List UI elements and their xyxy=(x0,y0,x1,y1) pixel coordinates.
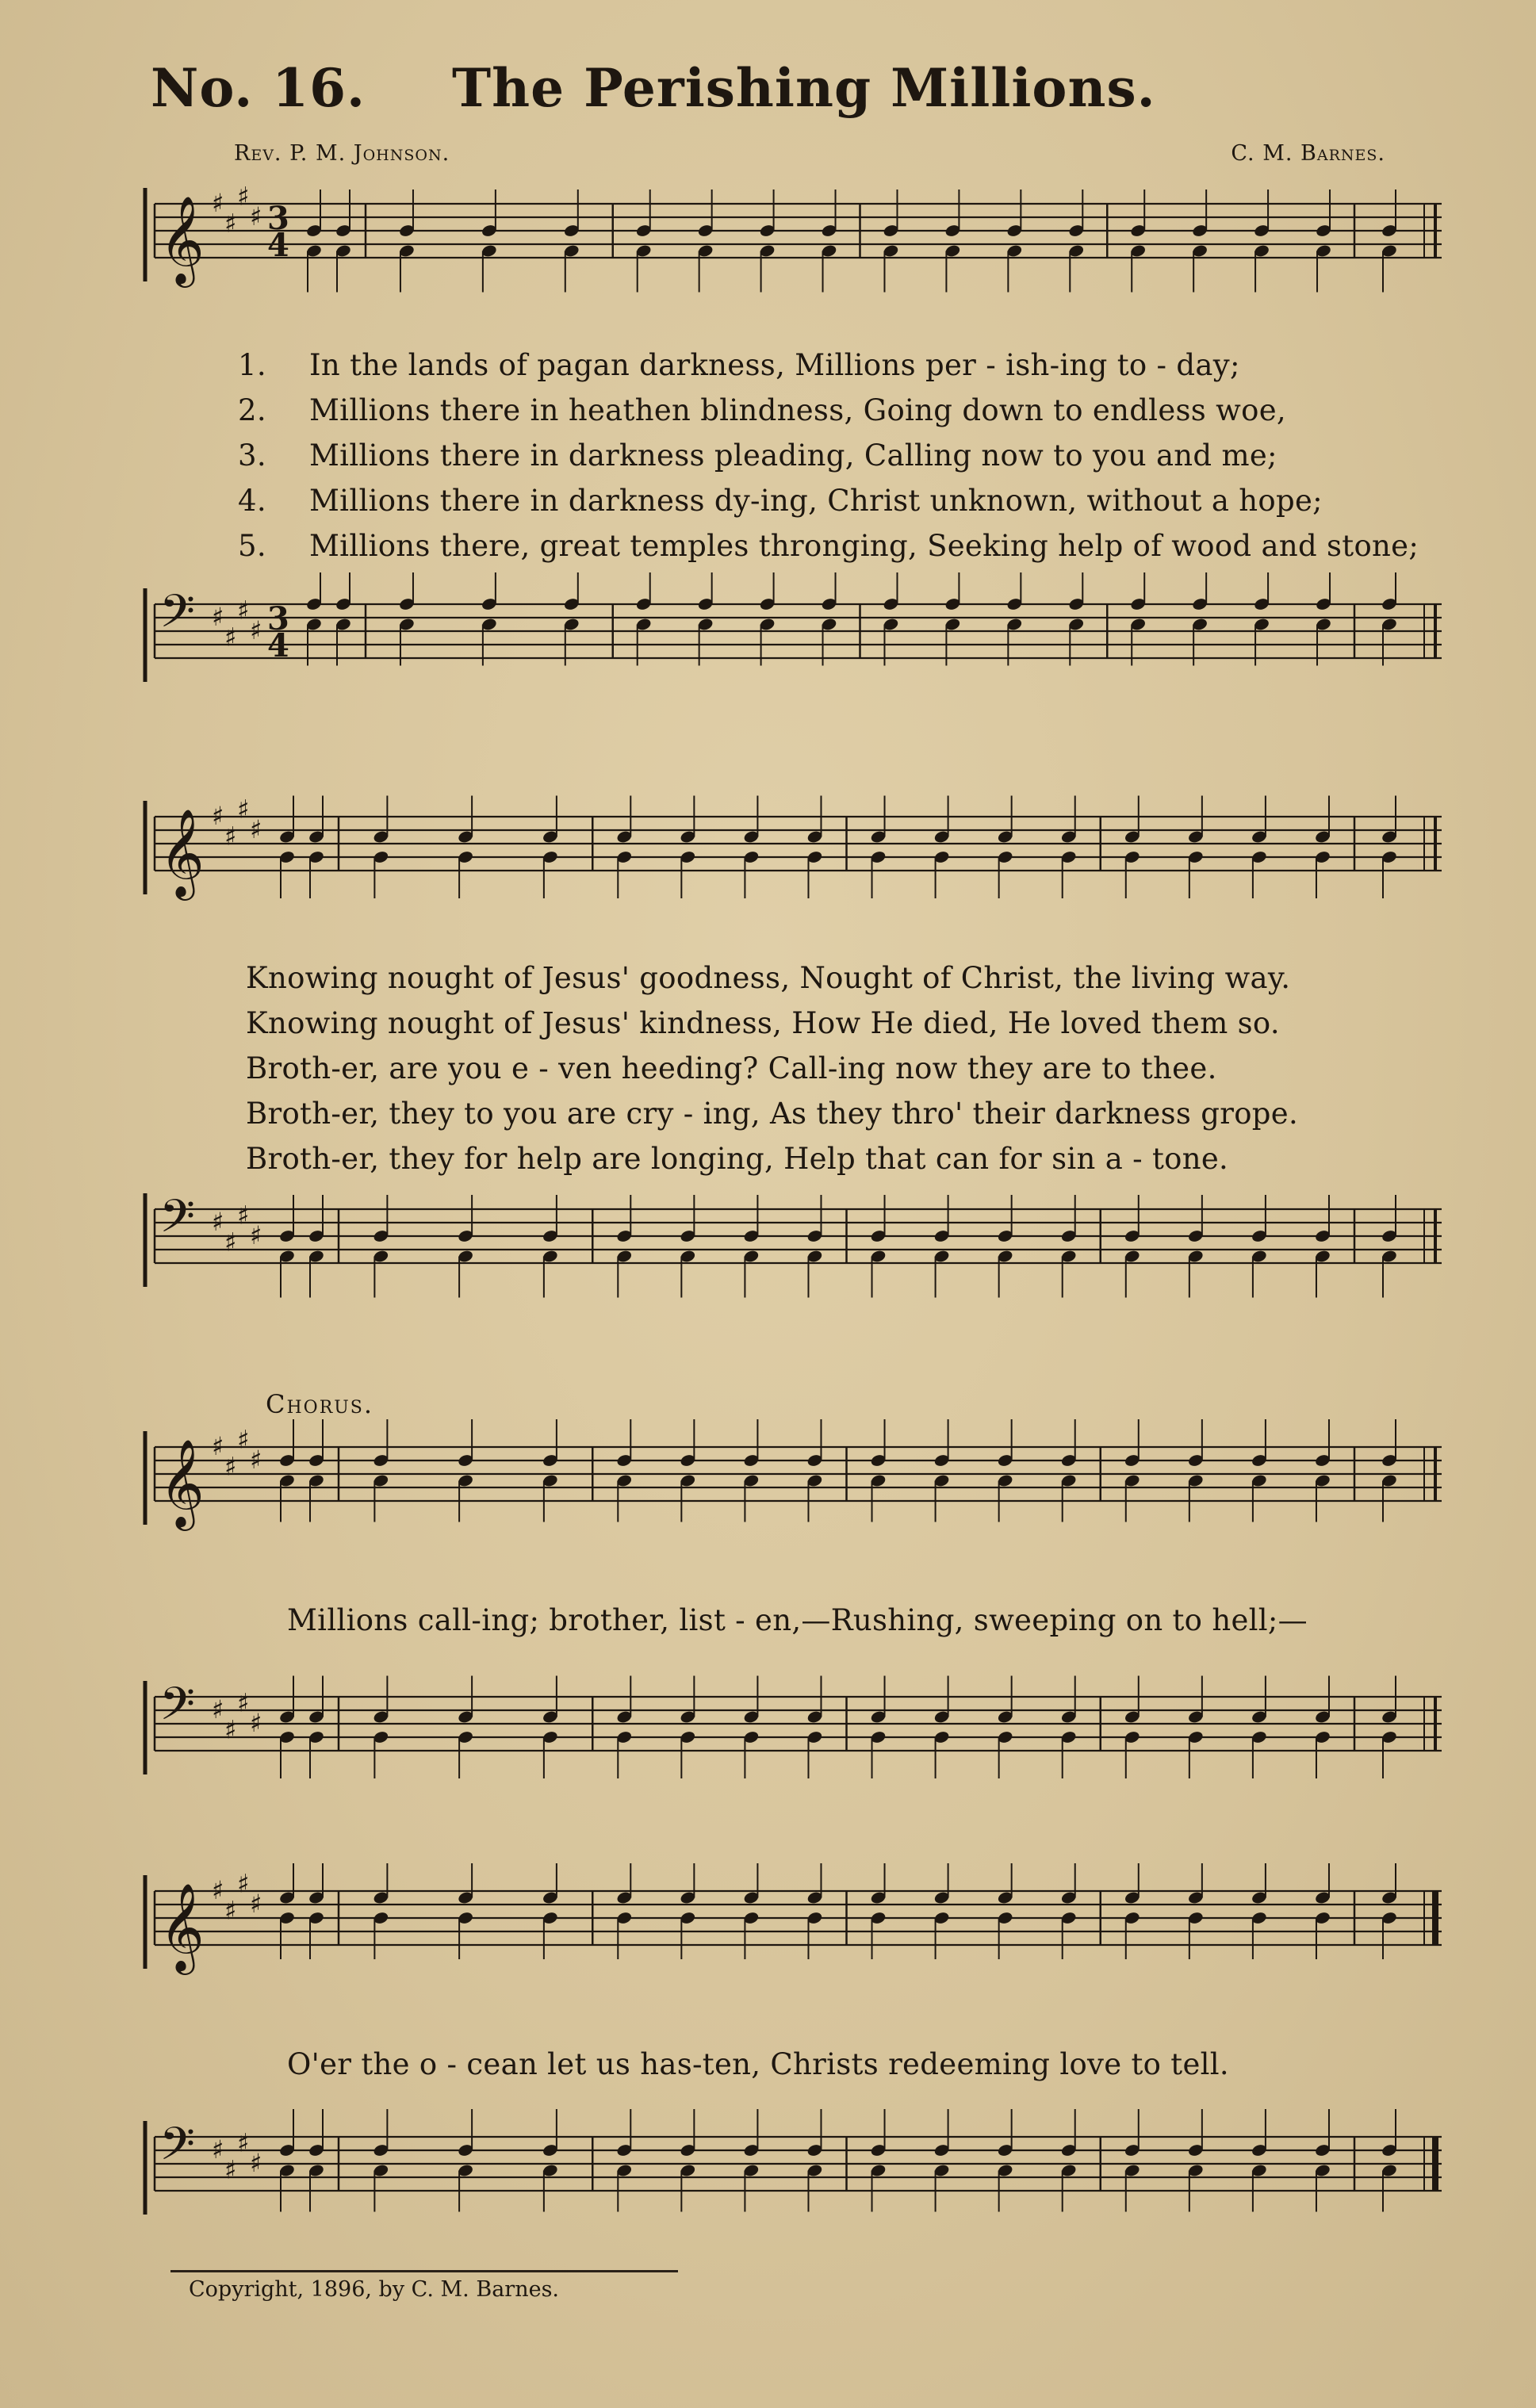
sharp-icon: ♯ xyxy=(237,794,250,825)
time-signature-top: 3 xyxy=(267,200,289,237)
sharp-icon: ♯ xyxy=(237,1868,250,1899)
bass-staff-4 xyxy=(0,2093,1536,2284)
sharp-icon: ♯ xyxy=(250,201,262,232)
treble-clef-icon: 𝄞 xyxy=(159,195,205,284)
refrain-lyrics xyxy=(246,955,1467,1181)
bass-clef-icon: 𝄢 xyxy=(159,1677,196,1742)
sharp-icon: ♯ xyxy=(237,1687,250,1718)
verse-line-2: 2. Millions there in heathen blindness, Going down to endless woe, xyxy=(238,393,1286,427)
sharp-icon: ♯ xyxy=(212,602,224,632)
chorus-label: Chorus. xyxy=(266,1389,374,1419)
copyright-rule xyxy=(170,2270,678,2272)
sharp-icon: ♯ xyxy=(250,1708,262,1738)
sharp-icon: ♯ xyxy=(250,615,262,645)
sharp-icon: ♯ xyxy=(250,2148,262,2178)
sharp-icon: ♯ xyxy=(212,188,224,218)
refrain-line-4: Broth-er, they to you are cry - ing, As they thro' their darkness grope. xyxy=(246,1097,1299,1131)
music-system-3 xyxy=(0,1419,1536,1792)
sharp-icon: ♯ xyxy=(250,1889,262,1919)
sharp-icon: ♯ xyxy=(224,821,237,852)
sharp-icon: ♯ xyxy=(250,1445,262,1475)
refrain-line-5: Broth-er, they for help are longing, Help that can for sin a - tone. xyxy=(246,1142,1229,1176)
sharp-icon: ♯ xyxy=(250,814,262,844)
sharp-icon: ♯ xyxy=(212,1875,224,1905)
sharp-icon: ♯ xyxy=(212,1207,224,1237)
refrain-line-2: Knowing nought of Jesus' kindness, How He died, He loved them so. xyxy=(246,1006,1280,1040)
time-signature-bottom: 4 xyxy=(267,627,289,664)
sharp-icon: ♯ xyxy=(224,1227,237,1258)
sharp-icon: ♯ xyxy=(224,208,237,239)
sharp-icon: ♯ xyxy=(237,184,250,212)
music-system-4 xyxy=(0,1863,1536,2260)
hymn-number: No. 16. xyxy=(151,57,366,119)
hymn-heading xyxy=(151,57,1435,128)
verse-line-3: 3. Millions there in darkness pleading, Calling now to you and me; xyxy=(238,438,1277,473)
time-signature-bottom: 4 xyxy=(267,227,289,264)
treble-staff-3 xyxy=(0,1419,1536,1586)
treble-clef-icon: 𝄞 xyxy=(159,1882,205,1971)
verse-lyrics xyxy=(238,343,1459,569)
bass-staff-2 xyxy=(0,1173,1536,1356)
sharp-icon: ♯ xyxy=(250,1220,262,1250)
sharp-icon: ♯ xyxy=(212,801,224,831)
sharp-icon: ♯ xyxy=(224,622,237,653)
bass-clef-icon: 𝄢 xyxy=(159,2117,196,2182)
chorus-lyric-2: O'er the o - cean let us has-ten, Christs redeeming love to tell. xyxy=(287,2047,1229,2081)
copyright-notice: Copyright, 1896, by C. M. Barnes. xyxy=(189,2277,560,2302)
bass-staff-1 xyxy=(0,572,1536,731)
hymn-title: The Perishing Millions. xyxy=(452,57,1156,119)
sharp-icon: ♯ xyxy=(237,1424,250,1455)
treble-staff-4 xyxy=(0,1863,1536,2046)
sharp-icon: ♯ xyxy=(212,1694,224,1725)
music-system-2 xyxy=(0,773,1536,1328)
sharp-icon: ♯ xyxy=(237,1200,250,1231)
treble-clef-icon: 𝄞 xyxy=(159,1438,205,1527)
treble-clef-icon: 𝄞 xyxy=(159,808,205,897)
bass-staff-3 xyxy=(0,1653,1536,1836)
treble-staff-1 xyxy=(0,184,1536,343)
chorus-lyric-1: Millions call-ing; brother, list - en,—Rushing, sweeping on to hell;— xyxy=(287,1603,1308,1637)
sharp-icon: ♯ xyxy=(224,1895,237,1926)
bass-clef-icon: 𝄢 xyxy=(159,1189,196,1254)
sharp-icon: ♯ xyxy=(224,2154,237,2185)
music-system-1 xyxy=(0,184,1536,723)
verse-line-1: 1. In the lands of pagan darkness, Millions per - ish-ing to - day; xyxy=(238,348,1240,382)
sharp-icon: ♯ xyxy=(212,2134,224,2165)
sharp-icon: ♯ xyxy=(212,1431,224,1461)
sharp-icon: ♯ xyxy=(224,1714,237,1745)
sharp-icon: ♯ xyxy=(237,595,250,626)
refrain-line-3: Broth-er, are you e - ven heeding? Call-ing now they are to thee. xyxy=(246,1051,1217,1085)
refrain-line-1: Knowing nought of Jesus' goodness, Nought of Christ, the living way. xyxy=(246,961,1291,995)
sharp-icon: ♯ xyxy=(224,1451,237,1482)
treble-staff-2 xyxy=(0,773,1536,955)
verse-line-5: 5. Millions there, great temples thronging, Seeking help of wood and stone; xyxy=(238,529,1419,563)
verse-line-4: 4. Millions there in darkness dy-ing, Christ unknown, without a hope; xyxy=(238,484,1323,518)
composer-credit: C. M. Barnes. xyxy=(1231,141,1385,166)
author-credit: Rev. P. M. Johnson. xyxy=(234,141,450,166)
time-signature-top: 3 xyxy=(267,600,289,637)
sharp-icon: ♯ xyxy=(237,2127,250,2158)
bass-clef-icon: 𝄢 xyxy=(159,584,196,649)
